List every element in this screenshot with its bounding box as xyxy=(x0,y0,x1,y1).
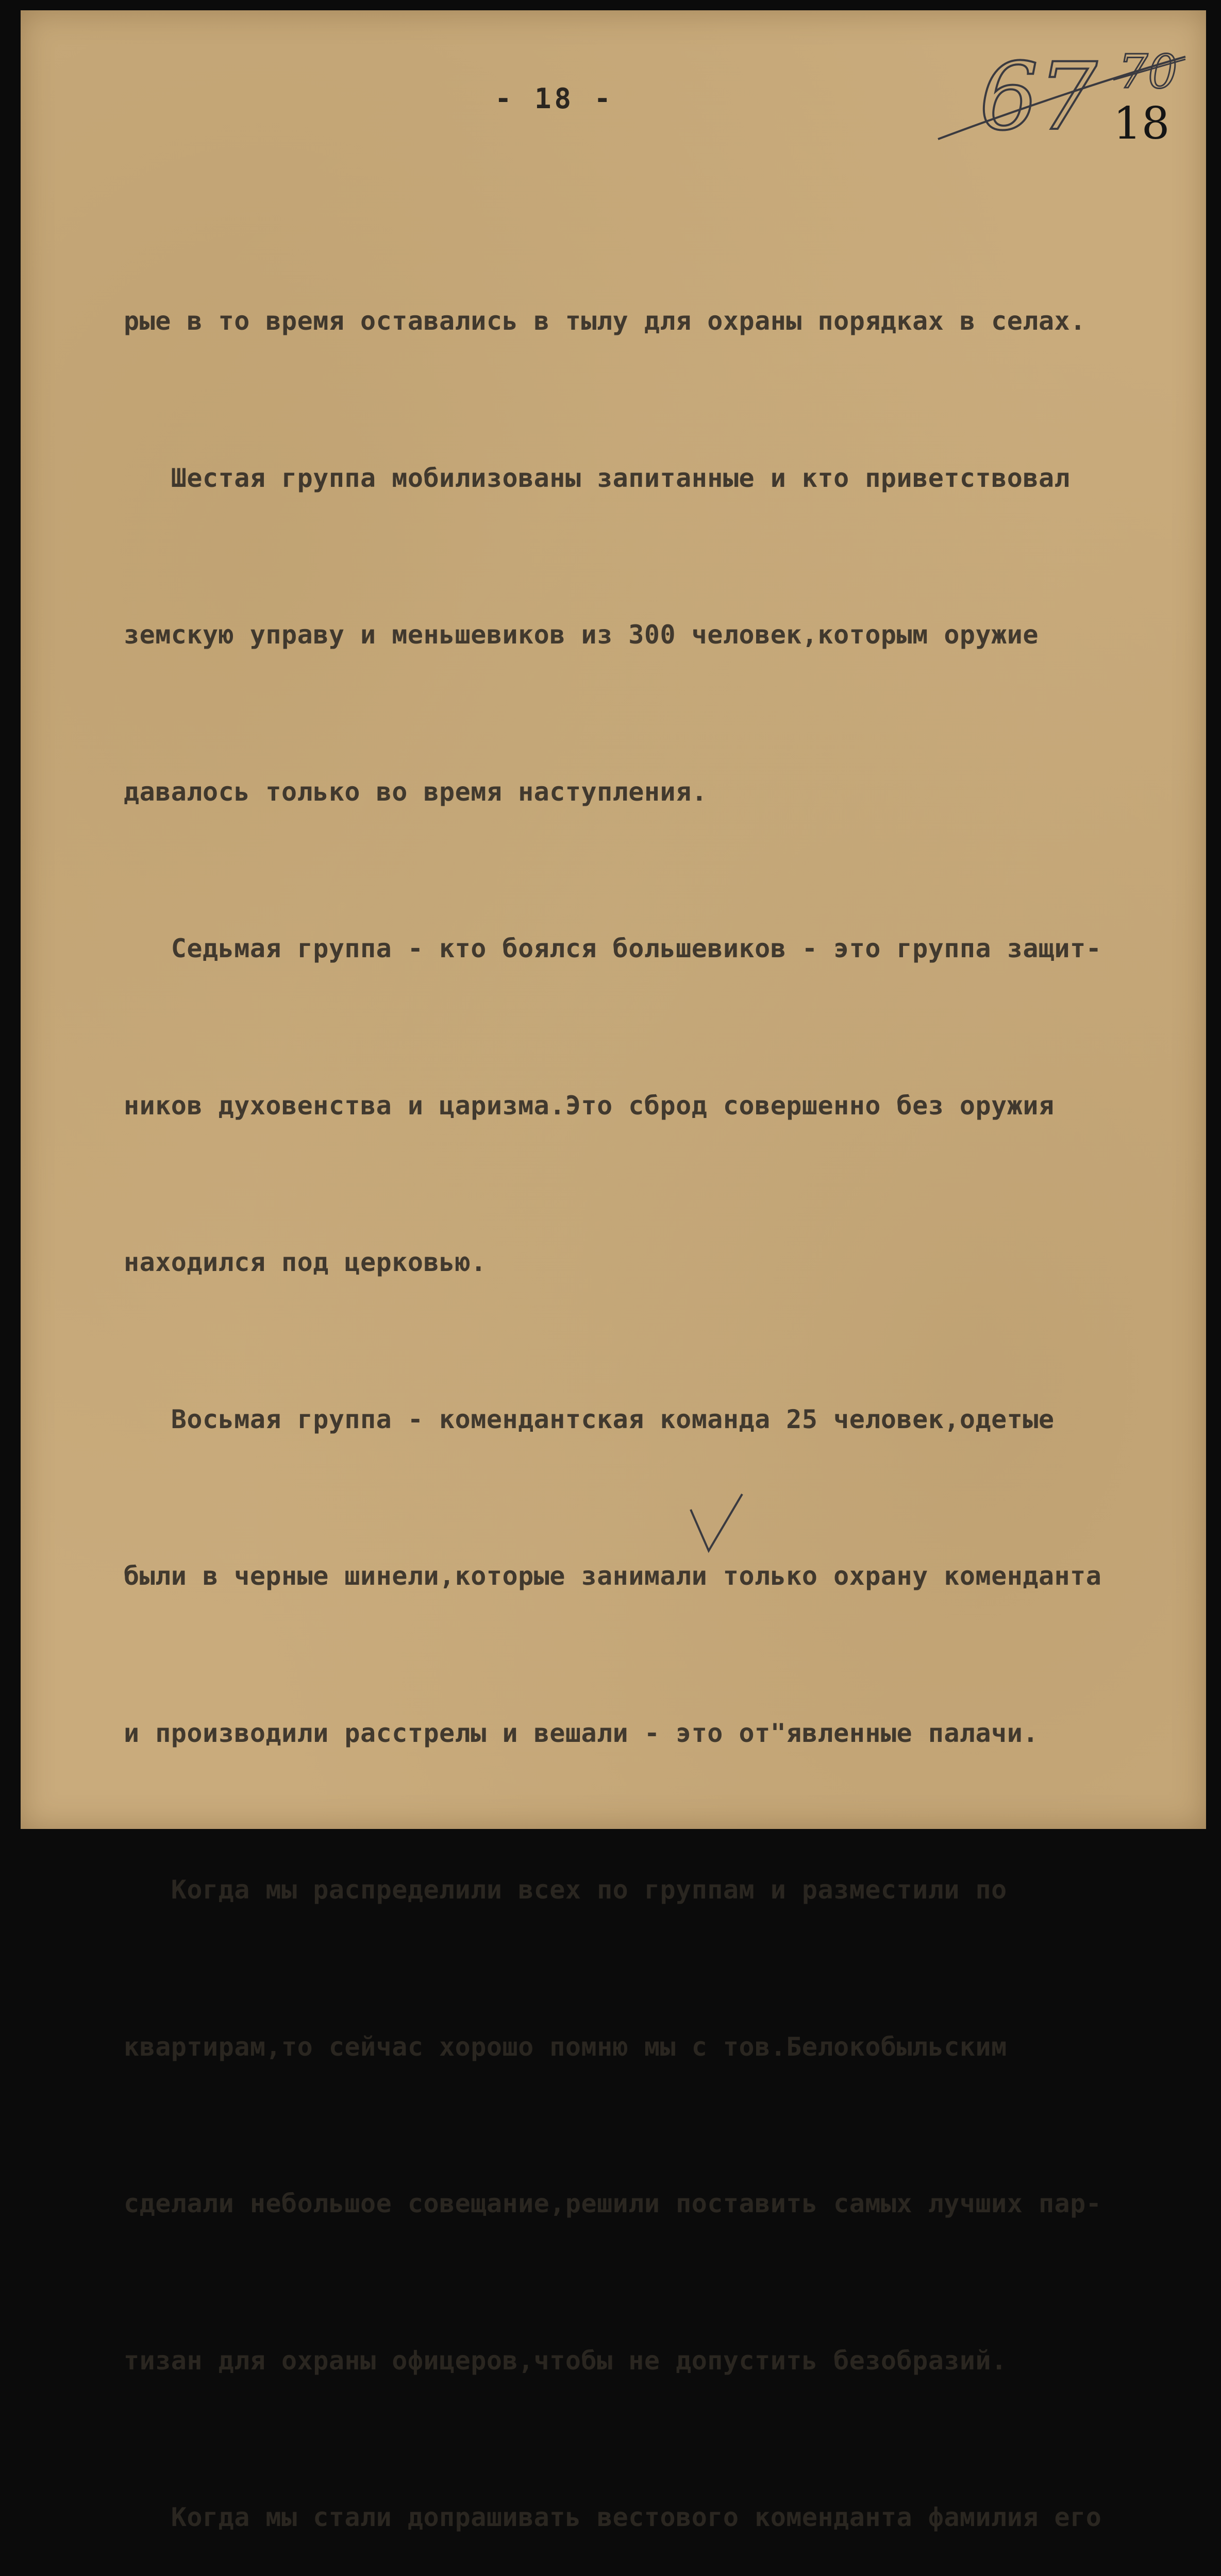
archive-folio-number: 18 xyxy=(1113,98,1170,149)
text-line: Шестая группа мобилизованы запитанные и кто приветствовал xyxy=(124,463,1071,493)
text-line: находился под церковью. xyxy=(124,1247,487,1277)
page-number: - 18 - xyxy=(495,82,614,115)
text-line: Когда мы стали допрашивать вестового коменданта фамилия его xyxy=(124,2502,1102,2532)
text-line: Седьмая группа - кто боялся большевиков - это группа защит- xyxy=(124,934,1102,963)
document-page xyxy=(21,10,1206,2532)
text-line: квартирам,то сейчас хорошо помню мы с тов.Белокобыльским xyxy=(124,2031,1007,2062)
typed-body-text xyxy=(124,191,1211,2576)
text-line: земскую управу и меньшевиков из 300 человек,которым оружие xyxy=(124,620,1039,650)
text-line: сделали небольшое совещание,решили поставить самых лучших пар- xyxy=(124,2189,1102,2218)
text-line: ников духовенства и царизма.Это сброд совершенно без оружия xyxy=(124,1090,1055,1121)
text-line: тизан для охраны офицеров,чтобы не допустить безобразий. xyxy=(124,2345,1007,2376)
text-line: были в черные шинели,которые занимали только охрану коменданта xyxy=(124,1561,1102,1591)
text-line: Когда мы распределили всех по группам и разместили по xyxy=(124,1875,1007,1905)
handwritten-folio-current: 67 xyxy=(979,43,1098,151)
text-line: и производили расстрелы и вешали - это от"явленные палачи. xyxy=(124,1718,1039,1748)
text-line: рые в то время оставались в тылу для охраны порядках в селах. xyxy=(124,306,1086,336)
handwritten-check-mark xyxy=(685,1489,747,1556)
handwritten-folio-struck: 70 xyxy=(1118,45,1178,99)
text-line: Восьмая группа - комендантская команда 25 человек,одетые xyxy=(124,1404,1055,1434)
text-line: давалось только во время наступления. xyxy=(124,776,708,807)
